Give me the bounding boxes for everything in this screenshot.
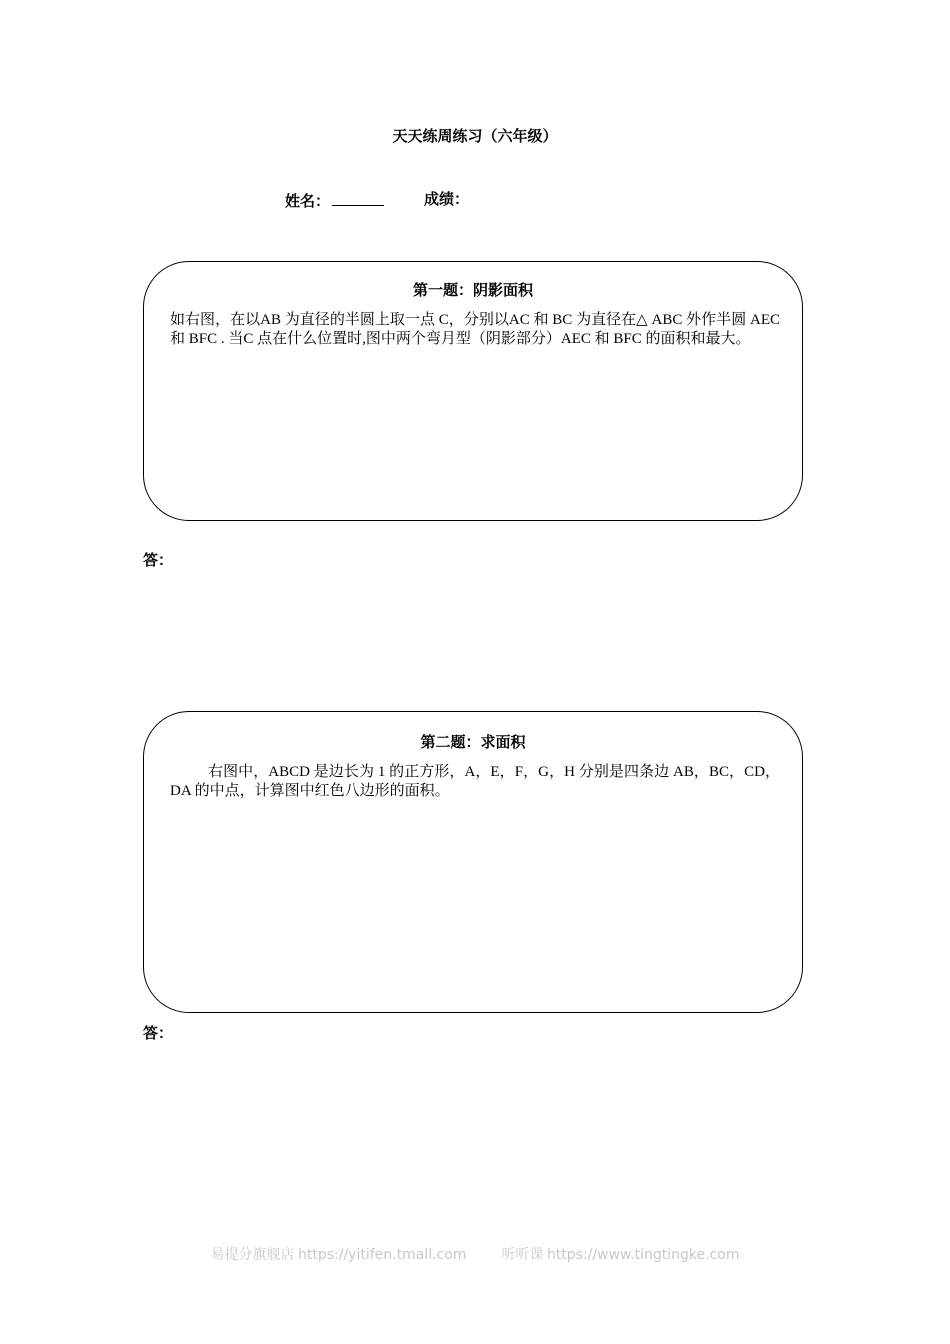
footer-course-name: 听听课 [501,1248,544,1263]
footer-store-name: 易提分旗舰店 [210,1248,295,1263]
question-1-title: 第一题：阴影面积 [412,283,533,299]
question-2-title: 第二题：求面积 [420,735,526,751]
name-field [285,189,384,213]
answer-1-label: 答： [143,553,174,569]
footer-course-url[interactable]: https://www.tingtingke.com [546,1247,740,1263]
name-blank-line [332,189,384,206]
score-label: 成绩： [424,192,470,208]
question-2-text: 右图中，ABCD 是边长为 1 的正方形，A，E，F，G，H 分别是四条边 AB，BC，CD，DA 的中点，计算图中红色八边形的面积。 [170,764,780,799]
question-2-box [143,711,803,1013]
question-1-text: 如右图，在以AB 为直径的半圆上取一点 C，分别以AC 和 BC 为直径在△ ABC 外作半圆 AEC 和 BFC . 当C 点在什么位置时,图中两个弯月型（阴影部分）AEC 和 BFC 的面积和最大。 [170,312,780,347]
name-label: 姓名： [285,194,331,210]
footer-watermark [0,1245,950,1266]
question-1-box [143,261,803,521]
footer-store-url[interactable]: https://yitifen.tmall.com [298,1247,467,1263]
page-title: 天天练周练习（六年级） [392,129,558,145]
answer-2-label: 答： [143,1026,174,1042]
